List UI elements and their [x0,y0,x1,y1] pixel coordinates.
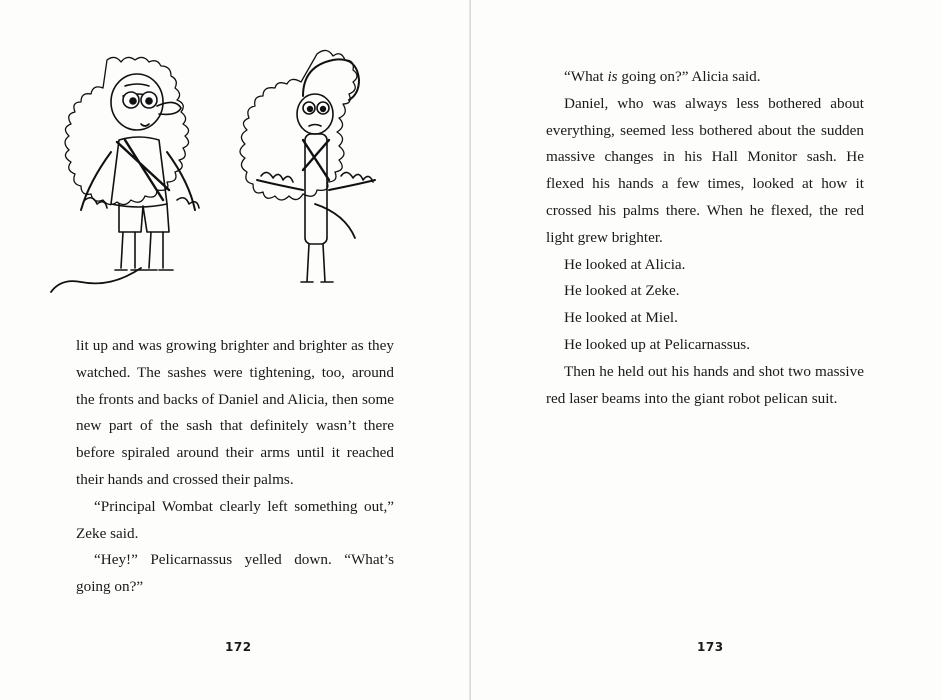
dialogue-start: “What [564,68,608,85]
emphasis-text: is [607,68,618,85]
lizard-characters-illustration [45,40,425,315]
dialogue-end: going on?” Alicia said. [617,68,761,85]
paragraph: Daniel, who was always less bothered about everything, seemed less bothered about the sudden massive changes in his Hall Monitor sash. He flexed his hands a few times, looked at how it crossed his palms there. When he flexed, the red light grew brighter. [546,94,864,246]
paragraph: “Principal Wombat clearly left something out,” Zeke said. [76,497,394,542]
paragraph [546,64,864,91]
right-page [471,0,941,700]
paragraph: “Hey!” Pelicarnassus yelled down. “What’s going on?” [76,551,394,596]
page-number: 173 [697,640,724,654]
paragraph: Then he held out his hands and shot two massive red laser beams into the giant robot pelican suit. [546,362,864,407]
paragraph: lit up and was growing brighter and brighter as they watched. The sashes were tightening, too, around the fronts and backs of Daniel and Alicia, then some new part of the sash that definitely wasn’t there before spiraled around their arms until it reached their hands and crossed their palms. [76,337,395,488]
left-figure-glow [65,57,189,204]
page-number: 172 [225,640,252,654]
paragraph: He looked at Miel. [564,309,678,327]
paragraph: He looked at Zeke. [564,282,680,300]
right-page-body [546,64,864,412]
paragraph: He looked at Alicia. [564,255,686,273]
right-figure-glow [240,50,357,200]
left-page [0,0,470,700]
left-page-body [76,333,394,601]
paragraph: He looked up at Pelicarnassus. [564,335,751,353]
